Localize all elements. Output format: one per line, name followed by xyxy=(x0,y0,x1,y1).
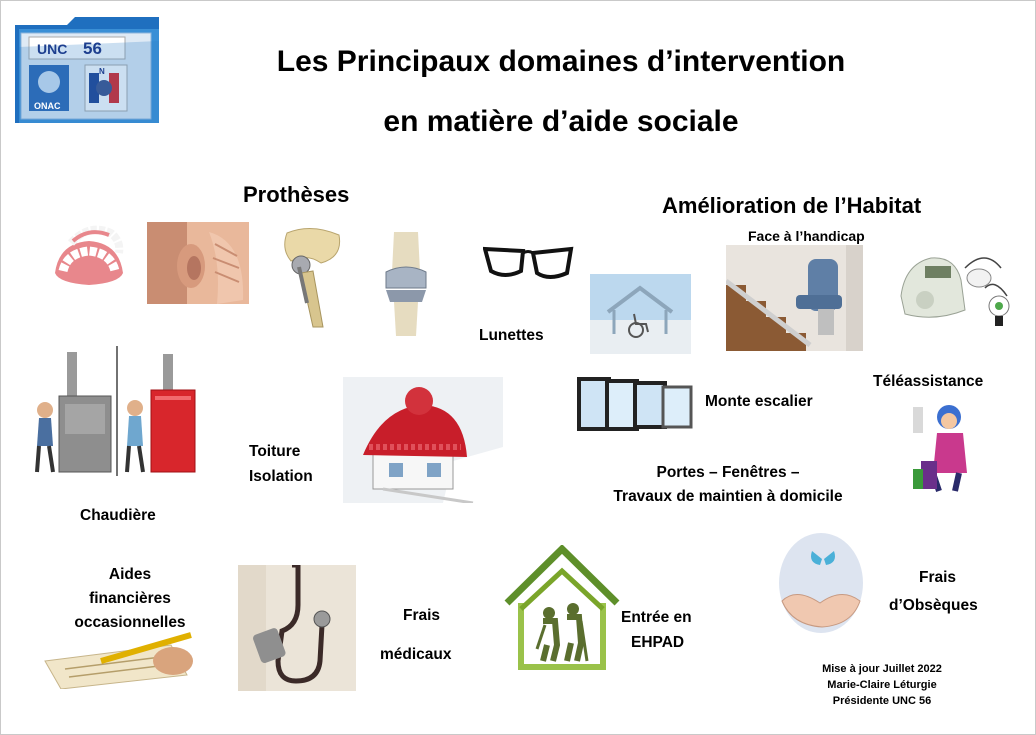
logo-n-letter: N xyxy=(99,67,105,76)
label-handicap: Face à l’handicap xyxy=(748,228,865,244)
label-chaudiere: Chaudière xyxy=(80,507,156,524)
footer-author: Marie-Claire Léturgie xyxy=(827,679,937,691)
label-monte-escalier: Monte escalier xyxy=(705,393,813,410)
knee-prosthesis-icon xyxy=(356,232,458,336)
hearing-aid-icon xyxy=(147,222,249,304)
ehpad-house-icon xyxy=(503,545,621,671)
footer-role: Présidente UNC 56 xyxy=(832,695,932,707)
label-frais-medicaux-line2: médicaux xyxy=(380,646,452,663)
label-aides-line3: occasionnelles xyxy=(74,614,186,631)
logo-number-text: 56 xyxy=(83,39,102,58)
windows-doors-icon xyxy=(577,375,695,433)
label-isolation: Isolation xyxy=(249,468,313,485)
label-ehpad-line1: Entrée en xyxy=(621,609,692,626)
label-portes-fenetres: Portes – Fenêtres – xyxy=(656,464,800,481)
label-obseques-line2: d’Obsèques xyxy=(889,597,978,614)
accessible-home-icon xyxy=(590,274,691,354)
label-aides-line2: financières xyxy=(89,590,171,607)
label-frais-medicaux-line1: Frais xyxy=(403,607,441,624)
section-protheses: Prothèses xyxy=(243,182,350,207)
glasses-icon xyxy=(483,241,575,281)
label-teleassistance: Téléassistance xyxy=(873,373,984,390)
label-lunettes: Lunettes xyxy=(479,327,544,344)
logo-unc-text: UNC xyxy=(37,41,68,57)
boiler-illustration-icon xyxy=(31,346,201,476)
label-ehpad-line2: EHPAD xyxy=(631,634,685,651)
hip-prosthesis-icon xyxy=(277,223,347,331)
teleassistance-device-icon xyxy=(895,248,1019,330)
stairlift-icon xyxy=(726,245,863,351)
label-aides-line1: Aides xyxy=(108,566,152,583)
page-title-line1: Les Principaux domaines d’intervention xyxy=(276,45,846,78)
footer-update: Mise à jour Juillet 2022 xyxy=(822,663,942,675)
page-title-line2: en matière d’aide sociale xyxy=(383,105,739,138)
logo-onac-text: ONAC xyxy=(34,101,61,111)
label-toiture: Toiture xyxy=(249,443,301,460)
label-travaux: Travaux de maintien à domicile xyxy=(613,488,843,505)
hands-butterfly-icon xyxy=(776,529,866,637)
label-obseques-line1: Frais xyxy=(919,569,957,586)
section-habitat: Amélioration de l’Habitat xyxy=(662,193,922,218)
denture-icon xyxy=(49,221,129,299)
